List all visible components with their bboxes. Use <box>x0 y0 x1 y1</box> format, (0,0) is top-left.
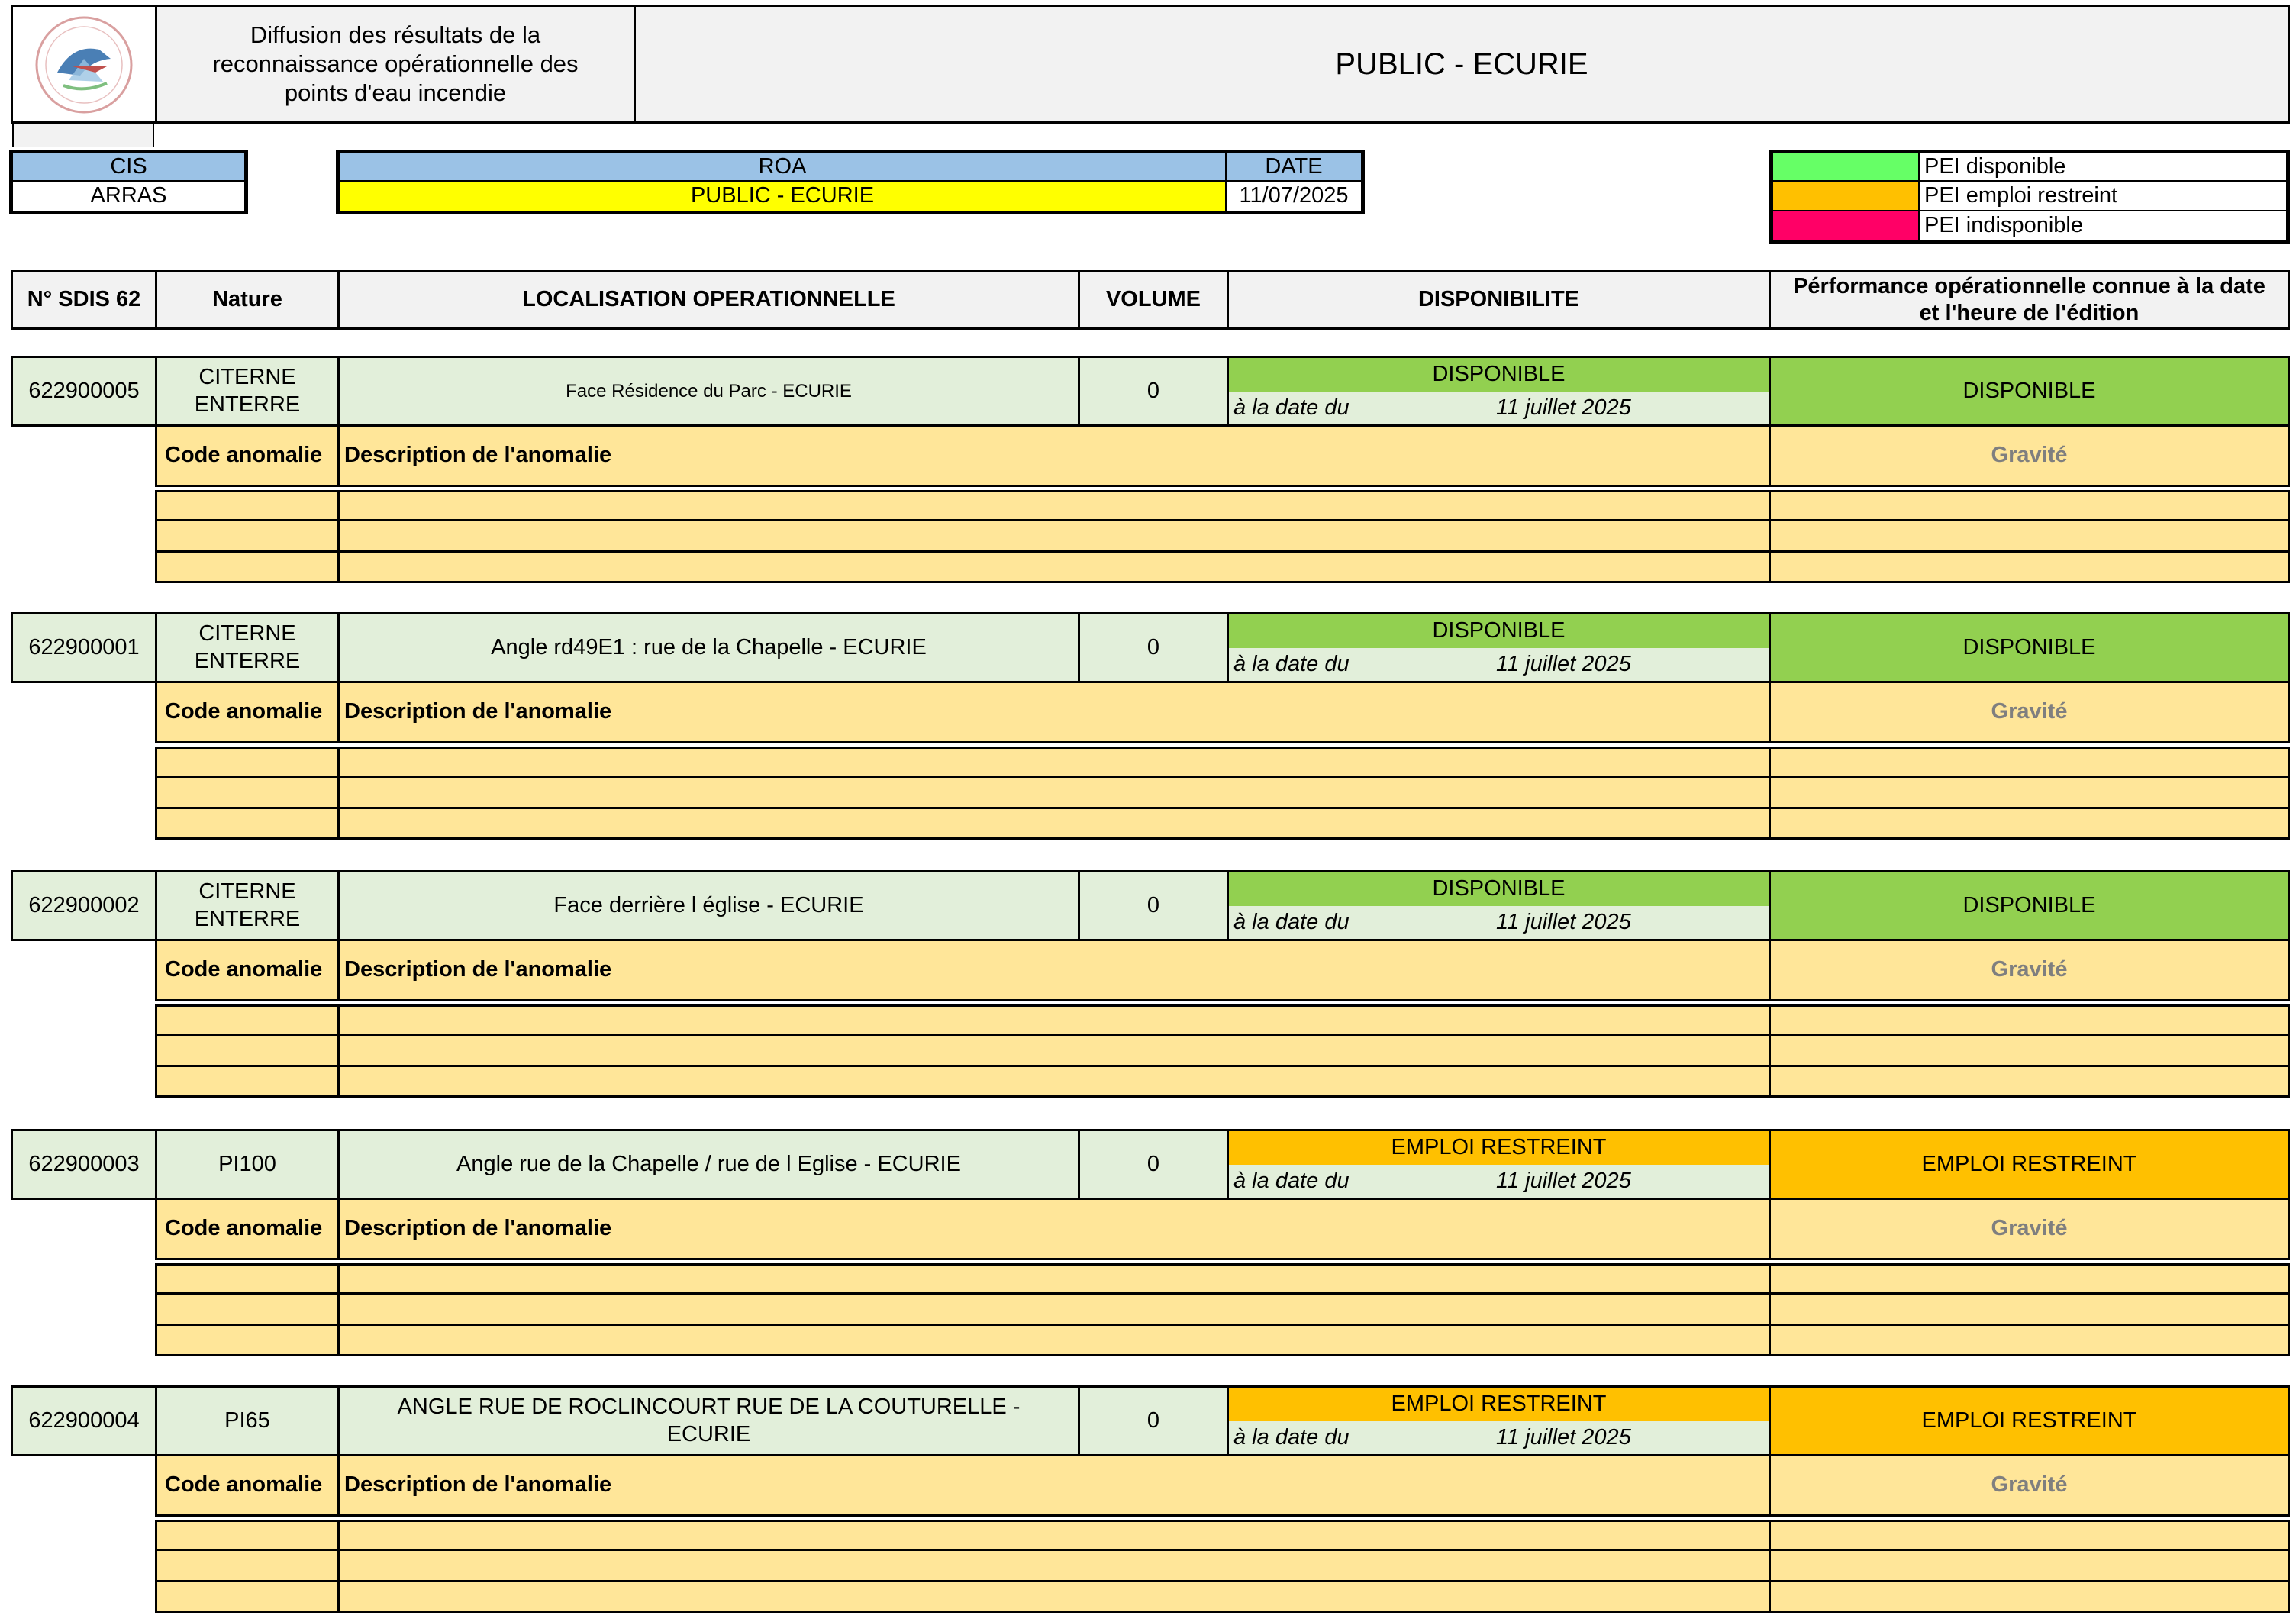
record-localisation <box>337 870 1080 941</box>
anomaly-col-divider <box>1769 1520 1771 1613</box>
record-date-row <box>1229 1421 1769 1454</box>
page-title-cell <box>634 5 2290 124</box>
anomaly-col-divider <box>1769 747 1771 840</box>
legend-swatch-disponible <box>1773 153 1920 182</box>
record-performance: DISPONIBLE <box>1769 612 2290 683</box>
report-title-line1: Diffusion des résultats de la <box>250 21 541 49</box>
date-label: DATE <box>1227 153 1361 182</box>
record-volume: 0 <box>1078 612 1229 683</box>
record-localisation-line2: ECURIE <box>666 1421 751 1446</box>
record-num: 622900001 <box>11 612 157 683</box>
record-date: 11 juillet 2025 <box>1496 651 1631 676</box>
anomaly-row-divider <box>155 1549 2290 1551</box>
record-localisation-line1: Angle rd49E1 : rue de la Chapelle - ECURIE <box>491 634 927 659</box>
anomaly-row-divider <box>155 550 2290 553</box>
record-localisation-line1: Face Résidence du Parc - ECURIE <box>566 380 852 401</box>
anomaly-rows <box>155 1004 2290 1098</box>
record-disponibilite: DISPONIBLE <box>1229 358 1769 392</box>
record-volume: 0 <box>1078 870 1229 941</box>
record-nature-line2: ENTERRE <box>194 648 301 673</box>
record-volume: 0 <box>1078 1129 1229 1200</box>
sdis-logo-icon <box>27 13 141 116</box>
record-localisation-line1: ANGLE RUE DE ROCLINCOURT RUE DE LA COUTURELLE - <box>397 1395 1021 1420</box>
anomaly-col-divider <box>337 1263 340 1356</box>
record-nature-line1: CITERNE <box>198 365 296 390</box>
record-date: 11 juillet 2025 <box>1496 1424 1631 1449</box>
anomaly-description-header: Description de l'anomalie <box>337 1454 1771 1517</box>
anomaly-row-divider <box>155 1324 2290 1326</box>
anomaly-gravite-header: Gravité <box>1769 681 2290 743</box>
record-date-prefix: à la date du <box>1233 651 1350 676</box>
anomaly-rows <box>155 1263 2290 1356</box>
record-volume: 0 <box>1078 356 1229 427</box>
record-num: 622900002 <box>11 870 157 941</box>
record-performance: DISPONIBLE <box>1769 356 2290 427</box>
record-performance: EMPLOI RESTREINT <box>1769 1385 2290 1456</box>
record-nature-line1: PI100 <box>218 1151 276 1176</box>
anomaly-row-divider <box>155 1034 2290 1036</box>
column-header-nature: Nature <box>155 270 340 330</box>
legend-label-indisponible: PEI indisponible <box>1924 213 2083 238</box>
record-localisation-line1: Face derrière l église - ECURIE <box>553 892 864 917</box>
cis-label: CIS <box>13 153 244 182</box>
record-date-prefix: à la date du <box>1233 1168 1350 1193</box>
report-title-line2: reconnaissance opérationnelle des <box>212 50 579 78</box>
anomaly-gravite-header: Gravité <box>1769 939 2290 1001</box>
column-header-num: N° SDIS 62 <box>11 270 157 330</box>
anomaly-col-divider <box>337 1520 340 1613</box>
record-performance: DISPONIBLE <box>1769 870 2290 941</box>
anomaly-description-header: Description de l'anomalie <box>337 681 1771 743</box>
anomaly-code-header: Code anomalie <box>155 424 340 487</box>
record-date: 11 juillet 2025 <box>1496 909 1631 934</box>
logo-cell <box>11 5 157 124</box>
record-disponibilite: DISPONIBLE <box>1229 614 1769 648</box>
anomaly-code-header: Code anomalie <box>155 1198 340 1260</box>
record-localisation <box>337 1385 1080 1456</box>
header-spacer <box>12 124 154 147</box>
record-date-prefix: à la date du <box>1233 909 1350 934</box>
anomaly-col-divider <box>337 747 340 840</box>
anomaly-row-divider <box>155 519 2290 521</box>
legend-swatch-restreint <box>1773 182 1920 211</box>
record-nature <box>155 356 340 427</box>
anomaly-code-header: Code anomalie <box>155 1454 340 1517</box>
record-nature <box>155 1129 340 1200</box>
legend-label-restreint: PEI emploi restreint <box>1920 182 2286 211</box>
record-nature-line1: CITERNE <box>198 879 296 905</box>
roa-value: PUBLIC - ECURIE <box>340 182 1227 211</box>
anomaly-col-divider <box>337 1004 340 1098</box>
record-nature-line2: ENTERRE <box>194 392 301 417</box>
anomaly-rows <box>155 490 2290 583</box>
record-date-prefix: à la date du <box>1233 1424 1350 1449</box>
date-value: 11/07/2025 <box>1227 182 1361 211</box>
anomaly-description-header: Description de l'anomalie <box>337 424 1771 487</box>
record-localisation-line1: Angle rue de la Chapelle / rue de l Eglise - ECURIE <box>456 1151 961 1176</box>
page-title: PUBLIC - ECURIE <box>1335 47 1588 81</box>
report-title-cell <box>155 5 636 124</box>
anomaly-code-header: Code anomalie <box>155 681 340 743</box>
column-header-disponibilite: DISPONIBILITE <box>1227 270 1771 330</box>
record-date: 11 juillet 2025 <box>1496 1168 1631 1193</box>
anomaly-rows <box>155 1520 2290 1613</box>
column-header-performance-line1: Pérformance opérationnelle connue à la date <box>1793 273 2265 298</box>
anomaly-row-divider <box>155 1065 2290 1067</box>
anomaly-col-divider <box>337 490 340 583</box>
record-nature-line1: PI65 <box>224 1408 270 1433</box>
anomaly-col-divider <box>1769 1004 1771 1098</box>
record-nature <box>155 612 340 683</box>
anomaly-row-divider <box>155 807 2290 809</box>
record-date-prefix: à la date du <box>1233 395 1350 420</box>
record-num: 622900004 <box>11 1385 157 1456</box>
record-num: 622900005 <box>11 356 157 427</box>
record-nature <box>155 1385 340 1456</box>
legend-label-disponible: PEI disponible <box>1920 153 2286 182</box>
anomaly-row-divider <box>155 1292 2290 1295</box>
anomaly-gravite-header: Gravité <box>1769 1454 2290 1517</box>
record-disponibilite: DISPONIBLE <box>1229 872 1769 906</box>
anomaly-code-header: Code anomalie <box>155 939 340 1001</box>
record-performance: EMPLOI RESTREINT <box>1769 1129 2290 1200</box>
column-header-volume: VOLUME <box>1078 270 1229 330</box>
report-title-line3: points d'eau incendie <box>284 79 507 106</box>
anomaly-row-divider <box>155 1580 2290 1582</box>
column-header-localisation: LOCALISATION OPERATIONNELLE <box>337 270 1080 330</box>
record-num: 622900003 <box>11 1129 157 1200</box>
cis-value: ARRAS <box>13 182 244 211</box>
anomaly-row-divider <box>155 776 2290 778</box>
record-localisation <box>337 1129 1080 1200</box>
record-localisation <box>337 612 1080 683</box>
record-date-row <box>1229 392 1769 424</box>
record-nature <box>155 870 340 941</box>
column-header-performance-line2: et l'heure de l'édition <box>1919 301 2140 325</box>
anomaly-col-divider <box>1769 490 1771 583</box>
record-nature-line2: ENTERRE <box>194 906 301 931</box>
legend-swatch-indisponible <box>1773 211 1920 240</box>
anomaly-gravite-header: Gravité <box>1769 424 2290 487</box>
anomaly-description-header: Description de l'anomalie <box>337 1198 1771 1260</box>
record-nature-line1: CITERNE <box>198 621 296 647</box>
record-disponibilite: EMPLOI RESTREINT <box>1229 1131 1769 1165</box>
column-header-performance <box>1769 270 2290 330</box>
record-localisation <box>337 356 1080 427</box>
anomaly-rows <box>155 747 2290 840</box>
roa-label: ROA <box>340 153 1227 182</box>
anomaly-gravite-header: Gravité <box>1769 1198 2290 1260</box>
record-date: 11 juillet 2025 <box>1496 395 1631 420</box>
anomaly-description-header: Description de l'anomalie <box>337 939 1771 1001</box>
record-date-row <box>1229 906 1769 939</box>
record-volume: 0 <box>1078 1385 1229 1456</box>
anomaly-col-divider <box>1769 1263 1771 1356</box>
record-date-row <box>1229 1165 1769 1198</box>
record-date-row <box>1229 648 1769 681</box>
record-disponibilite: EMPLOI RESTREINT <box>1229 1388 1769 1421</box>
